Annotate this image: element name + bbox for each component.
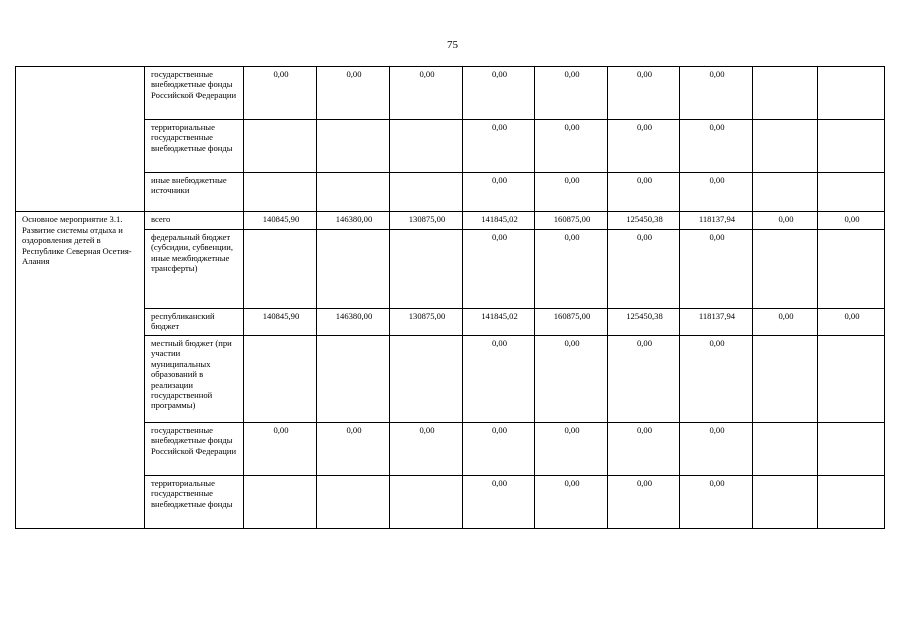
value-cell: [317, 120, 390, 173]
value-cell: 130875,00: [390, 309, 463, 336]
value-cell: 0,00: [463, 67, 535, 120]
value-cell: 0,00: [535, 230, 608, 309]
value-cell: 0,00: [608, 230, 680, 309]
value-cell: 118137,94: [680, 212, 753, 230]
value-cell: [753, 230, 818, 309]
value-cell: 0,00: [463, 120, 535, 173]
table-row: [16, 423, 885, 476]
value-cell: [390, 230, 463, 309]
value-cell: 0,00: [390, 423, 463, 476]
value-cell: [390, 336, 463, 423]
value-cell: 0,00: [390, 67, 463, 120]
value-cell: [818, 120, 885, 173]
value-cell: 0,00: [535, 67, 608, 120]
value-cell: [818, 476, 885, 529]
value-cell: 0,00: [680, 173, 753, 212]
value-cell: [390, 173, 463, 212]
value-cell: 0,00: [753, 212, 818, 230]
value-cell: 0,00: [753, 309, 818, 336]
value-cell: [317, 230, 390, 309]
activity-title: Основное мероприятие 3.1. Развитие системы отдыха и оздоровления детей в Республике Северная Осетия-Алания: [16, 212, 145, 529]
value-cell: [390, 476, 463, 529]
value-cell: [244, 230, 317, 309]
value-cell: [818, 423, 885, 476]
value-cell: 118137,94: [680, 309, 753, 336]
table-row: [16, 336, 885, 423]
budget-table: [15, 66, 885, 529]
value-cell: [818, 173, 885, 212]
funding-source: всего: [145, 212, 244, 230]
value-cell: 0,00: [463, 336, 535, 423]
value-cell: 146380,00: [317, 212, 390, 230]
value-cell: [244, 336, 317, 423]
table-row: [16, 212, 885, 230]
value-cell: 0,00: [608, 67, 680, 120]
value-cell: 140845,90: [244, 212, 317, 230]
funding-source: территориальные государственные внебюджетные фонды: [145, 476, 244, 529]
value-cell: [317, 336, 390, 423]
value-cell: [818, 67, 885, 120]
value-cell: 0,00: [680, 67, 753, 120]
value-cell: 0,00: [244, 423, 317, 476]
page-number: 75: [447, 39, 458, 51]
value-cell: 0,00: [680, 336, 753, 423]
value-cell: [753, 67, 818, 120]
value-cell: [753, 336, 818, 423]
value-cell: [317, 476, 390, 529]
value-cell: 0,00: [680, 476, 753, 529]
value-cell: 130875,00: [390, 212, 463, 230]
value-cell: 0,00: [608, 423, 680, 476]
value-cell: 0,00: [317, 67, 390, 120]
value-cell: 141845,02: [463, 212, 535, 230]
table-row: [16, 230, 885, 309]
funding-source: государственные внебюджетные фонды Российской Федерации: [145, 423, 244, 476]
value-cell: 0,00: [463, 476, 535, 529]
value-cell: [317, 173, 390, 212]
table-row: [16, 67, 885, 120]
value-cell: 0,00: [535, 336, 608, 423]
funding-source: государственные внебюджетные фонды Российской Федерации: [145, 67, 244, 120]
value-cell: 0,00: [317, 423, 390, 476]
value-cell: [753, 476, 818, 529]
value-cell: 0,00: [463, 173, 535, 212]
value-cell: 0,00: [535, 423, 608, 476]
value-cell: 140845,90: [244, 309, 317, 336]
value-cell: [753, 173, 818, 212]
value-cell: 0,00: [680, 423, 753, 476]
value-cell: [244, 120, 317, 173]
value-cell: [244, 173, 317, 212]
table-row: [16, 120, 885, 173]
value-cell: 0,00: [463, 423, 535, 476]
value-cell: 0,00: [818, 309, 885, 336]
value-cell: [753, 423, 818, 476]
value-cell: 125450,38: [608, 309, 680, 336]
value-cell: 160875,00: [535, 309, 608, 336]
value-cell: [244, 476, 317, 529]
value-cell: [390, 120, 463, 173]
funding-source: иные внебюджетные источники: [145, 173, 244, 212]
funding-source: республиканский бюджет: [145, 309, 244, 336]
value-cell: 0,00: [244, 67, 317, 120]
activity-cell-empty: [16, 67, 145, 212]
funding-source: местный бюджет (при участии муниципальных образований в реализации государственной программы): [145, 336, 244, 423]
table-row: [16, 476, 885, 529]
table-row: [16, 309, 885, 336]
value-cell: [818, 336, 885, 423]
value-cell: 0,00: [680, 120, 753, 173]
value-cell: 0,00: [608, 173, 680, 212]
value-cell: 141845,02: [463, 309, 535, 336]
value-cell: 0,00: [535, 120, 608, 173]
value-cell: 160875,00: [535, 212, 608, 230]
funding-source: федеральный бюджет (субсидии, субвенции, иные межбюджетные трансферты): [145, 230, 244, 309]
table-body: [16, 67, 885, 529]
value-cell: 0,00: [608, 120, 680, 173]
table-row: [16, 173, 885, 212]
value-cell: 0,00: [463, 230, 535, 309]
value-cell: 0,00: [535, 476, 608, 529]
value-cell: 0,00: [680, 230, 753, 309]
funding-source: территориальные государственные внебюджетные фонды: [145, 120, 244, 173]
value-cell: [818, 230, 885, 309]
value-cell: 0,00: [608, 336, 680, 423]
value-cell: [753, 120, 818, 173]
value-cell: 0,00: [535, 173, 608, 212]
value-cell: 0,00: [818, 212, 885, 230]
value-cell: 125450,38: [608, 212, 680, 230]
value-cell: 0,00: [608, 476, 680, 529]
value-cell: 146380,00: [317, 309, 390, 336]
